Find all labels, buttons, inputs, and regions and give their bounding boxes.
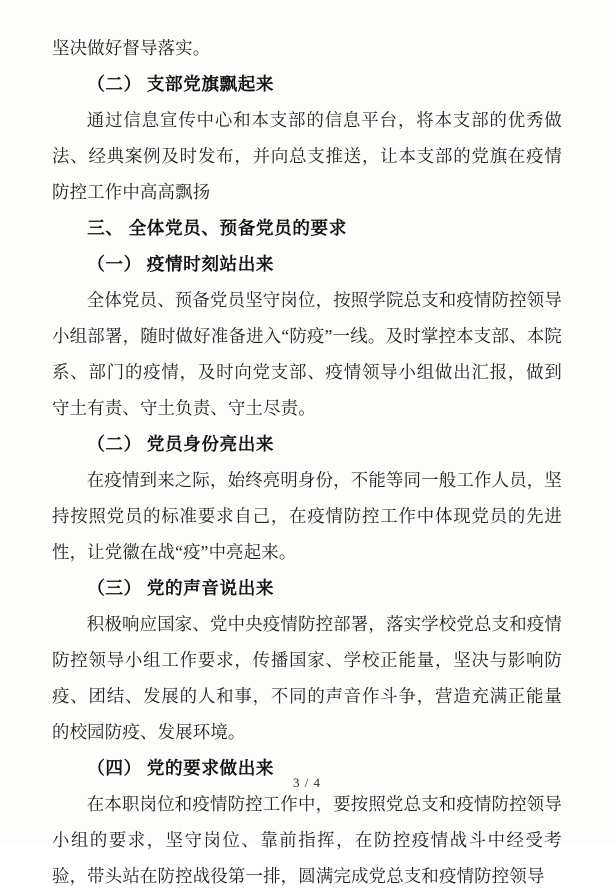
paragraph: 通过信息宣传中心和本支部的信息平台，将本支部的优秀做法、经典案例及时发布，并向总支推送，让本支部的党旗在疫情防控工作中高高飘扬: [52, 110, 562, 202]
section-heading: （三） 党的声音说出来: [87, 578, 275, 598]
section-heading: （一） 疫情时刻站出来: [87, 254, 275, 274]
paragraph: 全体党员、预备党员坚守岗位，按照学院总支和疫情防控领导小组部署，随时做好准备进入“防疫”一线。及时掌控本支部、本院系、部门的疫情，及时向党支部、疫情领导小组做出汇报，做到守土有责、守土负责、守土尽责。: [52, 290, 562, 418]
section-heading: （四） 党的要求做出来: [87, 758, 275, 778]
paragraph: 积极响应国家、党中央疫情防控部署，落实学校党总支和疫情防控领导小组工作要求，传播国家、学校正能量，坚决与影响防疫、团结、发展的人和事，不同的声音作斗争，营造充满正能量的校园防疫、发展环境。: [52, 614, 562, 742]
section-heading: 三、 全体党员、预备党员的要求: [87, 218, 347, 238]
page-number: 3 / 4: [292, 775, 322, 790]
section-heading: （二） 支部党旗飘起来: [87, 74, 275, 94]
paper-smudge: [290, 620, 316, 630]
paragraph: 在本职岗位和疫情防控工作中，要按照党总支和疫情防控领导小组的要求，坚守岗位、靠前指挥，在防控疫情战斗中经受考验，带头站在防控战役第一排，圆满完成党总支和疫情防控领导: [52, 794, 562, 886]
section-heading: （二） 党员身份亮出来: [87, 434, 275, 454]
paragraph: 在疫情到来之际，始终亮明身份，不能等同一般工作人员，坚持按照党员的标准要求自己，在疫情防控工作中体现党员的先进性，让党徽在战“疫”中亮起来。: [52, 470, 562, 562]
paragraph: 坚决做好督导落实。: [52, 38, 211, 58]
document-body: [52, 30, 562, 894]
